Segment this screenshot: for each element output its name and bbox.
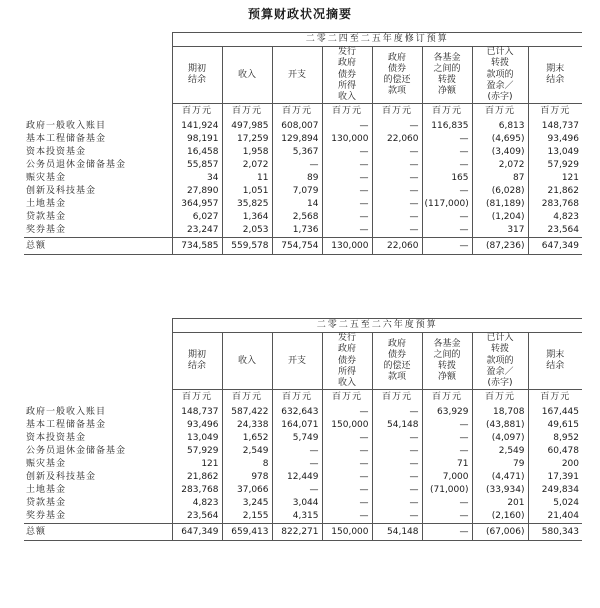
unit-label: 百万元 — [272, 390, 322, 404]
table-row — [24, 159, 582, 172]
fund-name: 奖券基金 — [26, 511, 67, 522]
table-cell: 2,568 — [272, 211, 322, 224]
table-row — [24, 484, 582, 497]
column-header-row — [24, 333, 582, 390]
table-cell: — — [422, 146, 472, 159]
unit-label: 百万元 — [172, 390, 222, 404]
table-cell: 2,072 — [222, 159, 272, 172]
table-cell: — — [322, 497, 372, 510]
table-cell: (71,000) — [422, 484, 472, 497]
unit-label: 百万元 — [322, 104, 372, 118]
units-row — [24, 390, 582, 404]
table-cell: (33,934) — [472, 484, 528, 497]
table-cell: 5,367 — [272, 146, 322, 159]
table-cell: — — [322, 198, 372, 211]
table-cell: 5,024 — [528, 497, 582, 510]
fund-name: 创新及科技基金 — [26, 186, 97, 197]
table-row — [24, 146, 582, 159]
table-cell: 55,857 — [172, 159, 222, 172]
table-banner: 二零二五至二六年度预算 — [172, 319, 582, 333]
table-cell: 497,985 — [222, 117, 272, 133]
page-title: 预算财政状况摘要 — [247, 7, 352, 21]
table-row — [24, 419, 582, 432]
banner-row — [24, 33, 582, 47]
table-cell: 249,834 — [528, 484, 582, 497]
table-cell: — — [422, 211, 472, 224]
table-cell: 4,823 — [172, 497, 222, 510]
total-cell: — — [422, 238, 472, 255]
table-cell: — — [322, 224, 372, 238]
table-cell: 13,049 — [528, 146, 582, 159]
table-cell: 49,615 — [528, 419, 582, 432]
table-cell: (3,409) — [472, 146, 528, 159]
unit-label: 百万元 — [222, 390, 272, 404]
table-cell: — — [372, 458, 422, 471]
table-cell: 1,051 — [222, 185, 272, 198]
fund-name: 赈灾基金 — [26, 173, 67, 184]
total-row — [24, 238, 582, 255]
table-cell: — — [422, 224, 472, 238]
column-header: 各基金 之间的 转拨 净额 — [422, 333, 472, 390]
table-cell: — — [422, 497, 472, 510]
table-cell: (4,695) — [472, 133, 528, 146]
table-cell: — — [422, 133, 472, 146]
column-header: 各基金 之间的 转拨 净额 — [422, 47, 472, 104]
table-cell: — — [372, 224, 422, 238]
unit-label: 百万元 — [272, 104, 322, 118]
unit-label: 百万元 — [422, 104, 472, 118]
table-cell: 1,364 — [222, 211, 272, 224]
table-cell: 116,835 — [422, 117, 472, 133]
total-cell: 559,578 — [222, 238, 272, 255]
table-cell: 2,155 — [222, 510, 272, 524]
table-cell: 3,044 — [272, 497, 322, 510]
table-cell: 587,422 — [222, 403, 272, 419]
table-cell: — — [272, 458, 322, 471]
unit-label: 百万元 — [422, 390, 472, 404]
table-cell: 8 — [222, 458, 272, 471]
table-cell: 27,890 — [172, 185, 222, 198]
total-label: 总额 — [24, 524, 172, 541]
table-cell: — — [422, 159, 472, 172]
table-cell: — — [372, 471, 422, 484]
fund-name: 创新及科技基金 — [26, 472, 97, 483]
table-cell: 57,929 — [172, 445, 222, 458]
table-row — [24, 198, 582, 211]
total-cell: 754,754 — [272, 238, 322, 255]
table-cell: 129,894 — [272, 133, 322, 146]
total-cell: 647,349 — [172, 524, 222, 541]
table-row — [24, 403, 582, 419]
total-cell: — — [422, 524, 472, 541]
table-cell: 98,191 — [172, 133, 222, 146]
total-cell: (87,236) — [472, 238, 528, 255]
column-header: 收入 — [222, 333, 272, 390]
unit-label: 百万元 — [172, 104, 222, 118]
table-cell: 54,148 — [372, 419, 422, 432]
table-cell: — — [322, 185, 372, 198]
unit-label: 百万元 — [222, 104, 272, 118]
total-cell: 22,060 — [372, 238, 422, 255]
table-cell: — — [272, 159, 322, 172]
table-cell: 6,027 — [172, 211, 222, 224]
table-cell: 71 — [422, 458, 472, 471]
table-cell: — — [372, 211, 422, 224]
fund-name: 贷款基金 — [26, 212, 67, 223]
fund-name: 公务员退休金储备基金 — [26, 446, 127, 457]
table-cell: 4,315 — [272, 510, 322, 524]
table-cell: — — [322, 432, 372, 445]
table-cell: 150,000 — [322, 419, 372, 432]
table-cell: — — [372, 172, 422, 185]
table-cell: 1,652 — [222, 432, 272, 445]
table-cell: 57,929 — [528, 159, 582, 172]
table-cell: — — [372, 185, 422, 198]
column-header: 期初 结余 — [172, 333, 222, 390]
table-cell: 24,338 — [222, 419, 272, 432]
fund-name: 资本投资基金 — [26, 147, 87, 158]
table-row — [24, 224, 582, 238]
table-cell: (2,160) — [472, 510, 528, 524]
table-cell: — — [322, 211, 372, 224]
table-cell: 121 — [528, 172, 582, 185]
fund-name: 基本工程储备基金 — [26, 134, 107, 145]
table-cell: 14 — [272, 198, 322, 211]
table-cell: (4,471) — [472, 471, 528, 484]
table-cell: 21,862 — [172, 471, 222, 484]
table-cell: — — [372, 432, 422, 445]
total-cell: 647,349 — [528, 238, 582, 255]
table-cell: — — [372, 510, 422, 524]
table-cell: 2,549 — [222, 445, 272, 458]
table-cell: 21,862 — [528, 185, 582, 198]
unit-label: 百万元 — [372, 104, 422, 118]
table-cell: — — [322, 159, 372, 172]
table-cell: — — [322, 117, 372, 133]
table-cell: 5,749 — [272, 432, 322, 445]
total-label: 总额 — [24, 238, 172, 255]
fund-name: 资本投资基金 — [26, 433, 87, 444]
table-cell: 2,072 — [472, 159, 528, 172]
fund-name: 奖券基金 — [26, 225, 67, 236]
fund-name: 土地基金 — [26, 199, 67, 210]
unit-label: 百万元 — [528, 390, 582, 404]
table-cell: — — [372, 497, 422, 510]
fund-name: 贷款基金 — [26, 498, 67, 509]
table-row — [24, 211, 582, 224]
total-cell: 822,271 — [272, 524, 322, 541]
table-cell: — — [422, 419, 472, 432]
total-cell: 659,413 — [222, 524, 272, 541]
table-cell: 283,768 — [172, 484, 222, 497]
fund-name: 基本工程储备基金 — [26, 420, 107, 431]
table-cell: 12,449 — [272, 471, 322, 484]
table-cell: 283,768 — [528, 198, 582, 211]
table-cell: (43,881) — [472, 419, 528, 432]
table-cell: 8,952 — [528, 432, 582, 445]
table-cell: 2,549 — [472, 445, 528, 458]
table-cell: 317 — [472, 224, 528, 238]
column-header: 期初 结余 — [172, 47, 222, 104]
fund-name: 赈灾基金 — [26, 459, 67, 470]
table-cell: — — [422, 432, 472, 445]
table-cell: 164,071 — [272, 419, 322, 432]
unit-label: 百万元 — [322, 390, 372, 404]
unit-label: 百万元 — [472, 390, 528, 404]
table-row — [24, 510, 582, 524]
table-cell: — — [322, 445, 372, 458]
table-cell: 87 — [472, 172, 528, 185]
table-cell: — — [272, 484, 322, 497]
table-cell: 148,737 — [172, 403, 222, 419]
column-header: 期末 结余 — [528, 333, 582, 390]
table-cell: 60,478 — [528, 445, 582, 458]
table-cell: — — [322, 484, 372, 497]
table-cell: — — [322, 146, 372, 159]
total-row — [24, 524, 582, 541]
table-cell: 6,813 — [472, 117, 528, 133]
fund-name: 土地基金 — [26, 485, 67, 496]
table-cell: 79 — [472, 458, 528, 471]
table-cell: — — [372, 198, 422, 211]
units-row — [24, 104, 582, 118]
table-cell: 37,066 — [222, 484, 272, 497]
fund-name: 政府一般收入账目 — [26, 407, 107, 418]
fund-name: 公务员退休金储备基金 — [26, 160, 127, 171]
table-cell: — — [372, 484, 422, 497]
column-header: 开支 — [272, 333, 322, 390]
table-cell: 22,060 — [372, 133, 422, 146]
banner-row — [24, 319, 582, 333]
budget-table-estimates-2025-26 — [24, 318, 582, 541]
table-row — [24, 172, 582, 185]
table-cell: 3,245 — [222, 497, 272, 510]
unit-label: 百万元 — [472, 104, 528, 118]
fund-name: 政府一般收入账目 — [26, 121, 107, 132]
table-cell: 16,458 — [172, 146, 222, 159]
unit-label: 百万元 — [372, 390, 422, 404]
column-header: 政府 债券 的偿还 款项 — [372, 47, 422, 104]
table-cell: (6,028) — [472, 185, 528, 198]
table-cell: 7,079 — [272, 185, 322, 198]
table-cell: 21,404 — [528, 510, 582, 524]
table-cell: — — [422, 510, 472, 524]
table-cell: 167,445 — [528, 403, 582, 419]
table-cell: 17,391 — [528, 471, 582, 484]
table-row — [24, 445, 582, 458]
table-cell: — — [372, 146, 422, 159]
table-cell: (81,189) — [472, 198, 528, 211]
table-cell: 93,496 — [528, 133, 582, 146]
table-cell: — — [272, 445, 322, 458]
table-cell: 23,564 — [528, 224, 582, 238]
table-cell: 165 — [422, 172, 472, 185]
column-header: 发行 政府 债券 所得 收入 — [322, 47, 372, 104]
table-row — [24, 497, 582, 510]
table-cell: 89 — [272, 172, 322, 185]
table-cell: 7,000 — [422, 471, 472, 484]
table-cell: 2,053 — [222, 224, 272, 238]
column-header: 已计入 转拨 款项的 盈余／ (赤字) — [472, 47, 528, 104]
total-cell: 150,000 — [322, 524, 372, 541]
table-cell: — — [372, 117, 422, 133]
table-cell: 17,259 — [222, 133, 272, 146]
table-row — [24, 458, 582, 471]
table-cell: — — [322, 458, 372, 471]
table-cell: — — [422, 185, 472, 198]
table-cell: 141,924 — [172, 117, 222, 133]
unit-label: 百万元 — [528, 104, 582, 118]
table-cell: 35,825 — [222, 198, 272, 211]
column-header-row — [24, 47, 582, 104]
table-cell: 632,643 — [272, 403, 322, 419]
table-cell: 201 — [472, 497, 528, 510]
total-cell: 734,585 — [172, 238, 222, 255]
table-cell: 978 — [222, 471, 272, 484]
table-cell: 121 — [172, 458, 222, 471]
table-cell: — — [322, 510, 372, 524]
table-cell: 4,823 — [528, 211, 582, 224]
table-row — [24, 432, 582, 445]
table-cell: 18,708 — [472, 403, 528, 419]
table-row — [24, 185, 582, 198]
table-cell: 63,929 — [422, 403, 472, 419]
table-cell: — — [372, 445, 422, 458]
table-cell: — — [322, 403, 372, 419]
column-header: 政府 债券 的偿还 款项 — [372, 333, 422, 390]
table-row — [24, 133, 582, 146]
table-row — [24, 471, 582, 484]
table-banner: 二零二四至二五年度修订预算 — [172, 33, 582, 47]
table-cell: 34 — [172, 172, 222, 185]
table-cell: 148,737 — [528, 117, 582, 133]
column-header: 已计入 转拨 款项的 盈余／ (赤字) — [472, 333, 528, 390]
table-cell: 130,000 — [322, 133, 372, 146]
column-header: 收入 — [222, 47, 272, 104]
table-cell: (1,204) — [472, 211, 528, 224]
table-cell: 23,247 — [172, 224, 222, 238]
table-cell: — — [322, 471, 372, 484]
table-cell: 23,564 — [172, 510, 222, 524]
table-cell: 1,958 — [222, 146, 272, 159]
total-cell: 580,343 — [528, 524, 582, 541]
table-cell: — — [422, 445, 472, 458]
table-cell: 11 — [222, 172, 272, 185]
table-cell: — — [322, 172, 372, 185]
table-cell: 13,049 — [172, 432, 222, 445]
table-cell: (4,097) — [472, 432, 528, 445]
column-header: 发行 政府 债券 所得 收入 — [322, 333, 372, 390]
column-header: 开支 — [272, 47, 322, 104]
total-cell: 130,000 — [322, 238, 372, 255]
column-header: 期末 结余 — [528, 47, 582, 104]
budget-table-revised-2024-25 — [24, 32, 582, 255]
total-cell: (67,006) — [472, 524, 528, 541]
table-cell: (117,000) — [422, 198, 472, 211]
table-cell: 608,007 — [272, 117, 322, 133]
total-cell: 54,148 — [372, 524, 422, 541]
table-row — [24, 117, 582, 133]
table-cell: 93,496 — [172, 419, 222, 432]
table-cell: 200 — [528, 458, 582, 471]
table-cell: 364,957 — [172, 198, 222, 211]
table-cell: — — [372, 403, 422, 419]
table-cell: 1,736 — [272, 224, 322, 238]
table-cell: — — [372, 159, 422, 172]
